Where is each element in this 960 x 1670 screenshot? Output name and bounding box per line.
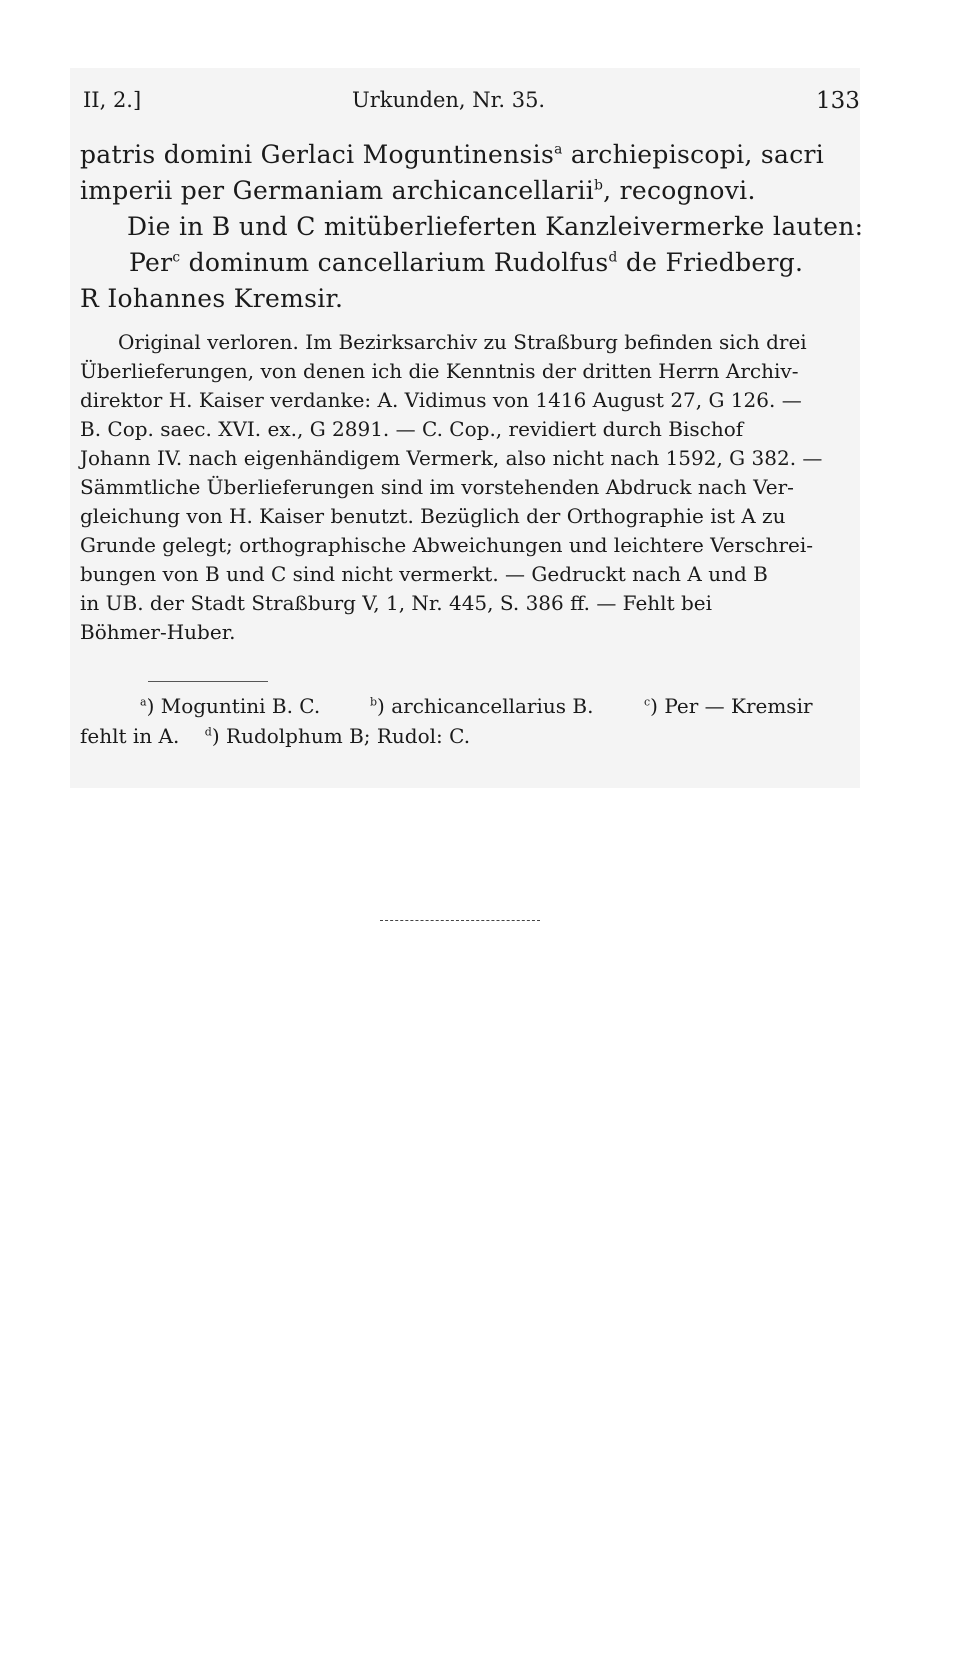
note-line: bungen von B und C sind nicht vermerkt. — Gedruckt nach A und B [80, 562, 768, 586]
text-span: imperii per Germaniam archicancellarii [80, 176, 595, 205]
main-line-4 [129, 248, 803, 277]
footnote-mark: c [644, 695, 651, 709]
main-line-5 [80, 284, 343, 313]
footnote-mark: c [172, 249, 181, 266]
main-line-2 [80, 176, 756, 205]
text-span: de Friedberg. [617, 248, 804, 277]
text-span: ) Rudolphum B; Rudol: C. [211, 724, 471, 748]
ornament-rule [380, 920, 540, 921]
text-span: dominum cancellarium Rudolfus [180, 248, 609, 277]
header-volume: II, 2.] [83, 88, 142, 112]
text-span: Per [129, 248, 173, 277]
text-span: Die in B und C mitüberlieferten Kanzleivermerke lauten: [127, 212, 864, 241]
note-line: Johann IV. nach eigenhändigem Vermerk, also nicht nach 1592, G 382. — [80, 446, 823, 470]
note-line: in UB. der Stadt Straßburg V, 1, Nr. 445, S. 386 ff. — Fehlt bei [80, 591, 713, 615]
footnote-mark: b [594, 177, 604, 194]
note-line: gleichung von H. Kaiser benutzt. Bezüglich der Orthographie ist A zu [80, 504, 786, 528]
footnote-d-line [80, 724, 470, 748]
footnote-c [644, 694, 813, 718]
footnote-b [370, 694, 593, 718]
text-span: R Iohannes Kremsir. [80, 284, 344, 313]
text-span: ) Moguntini B. C. [146, 694, 321, 718]
footnote-mark: d [204, 725, 212, 739]
footnote-mark: d [608, 249, 618, 266]
footnote-a [140, 694, 320, 718]
main-line-3 [127, 212, 863, 241]
text-span: archiepiscopi, sacri [562, 140, 825, 169]
note-line: direktor H. Kaiser verdanke: A. Vidimus von 1416 August 27, G 126. — [80, 388, 802, 412]
footnote-mark: a [554, 141, 563, 158]
note-line: Sämmtliche Überlieferungen sind im vorstehenden Abdruck nach Ver- [80, 475, 794, 499]
note-line: Überlieferungen, von denen ich die Kenntnis der dritten Herrn Archiv- [80, 359, 799, 383]
text-span: ) Per — Kremsir [650, 694, 813, 718]
note-line: Grunde gelegt; orthographische Abweichungen und leichtere Verschrei- [80, 533, 814, 557]
footnote-mark: b [370, 695, 378, 709]
footnote-separator [148, 681, 268, 682]
footnote-mark: a [140, 695, 147, 709]
text-span: , recognovi. [603, 176, 756, 205]
note-line: Original verloren. Im Bezirksarchiv zu Straßburg befinden sich drei [118, 330, 807, 354]
header-title: Urkunden, Nr. 35. [352, 88, 546, 112]
main-line-1 [80, 140, 824, 169]
text-span: fehlt in A. [80, 724, 180, 748]
text-span: patris domini Gerlaci Moguntinensis [80, 140, 555, 169]
note-line: Böhmer-Huber. [80, 620, 236, 644]
note-line: B. Cop. saec. XVI. ex., G 2891. — C. Cop., revidiert durch Bischof [80, 417, 744, 441]
page-number: 133 [816, 88, 860, 114]
text-span: ) archicancellarius B. [377, 694, 594, 718]
